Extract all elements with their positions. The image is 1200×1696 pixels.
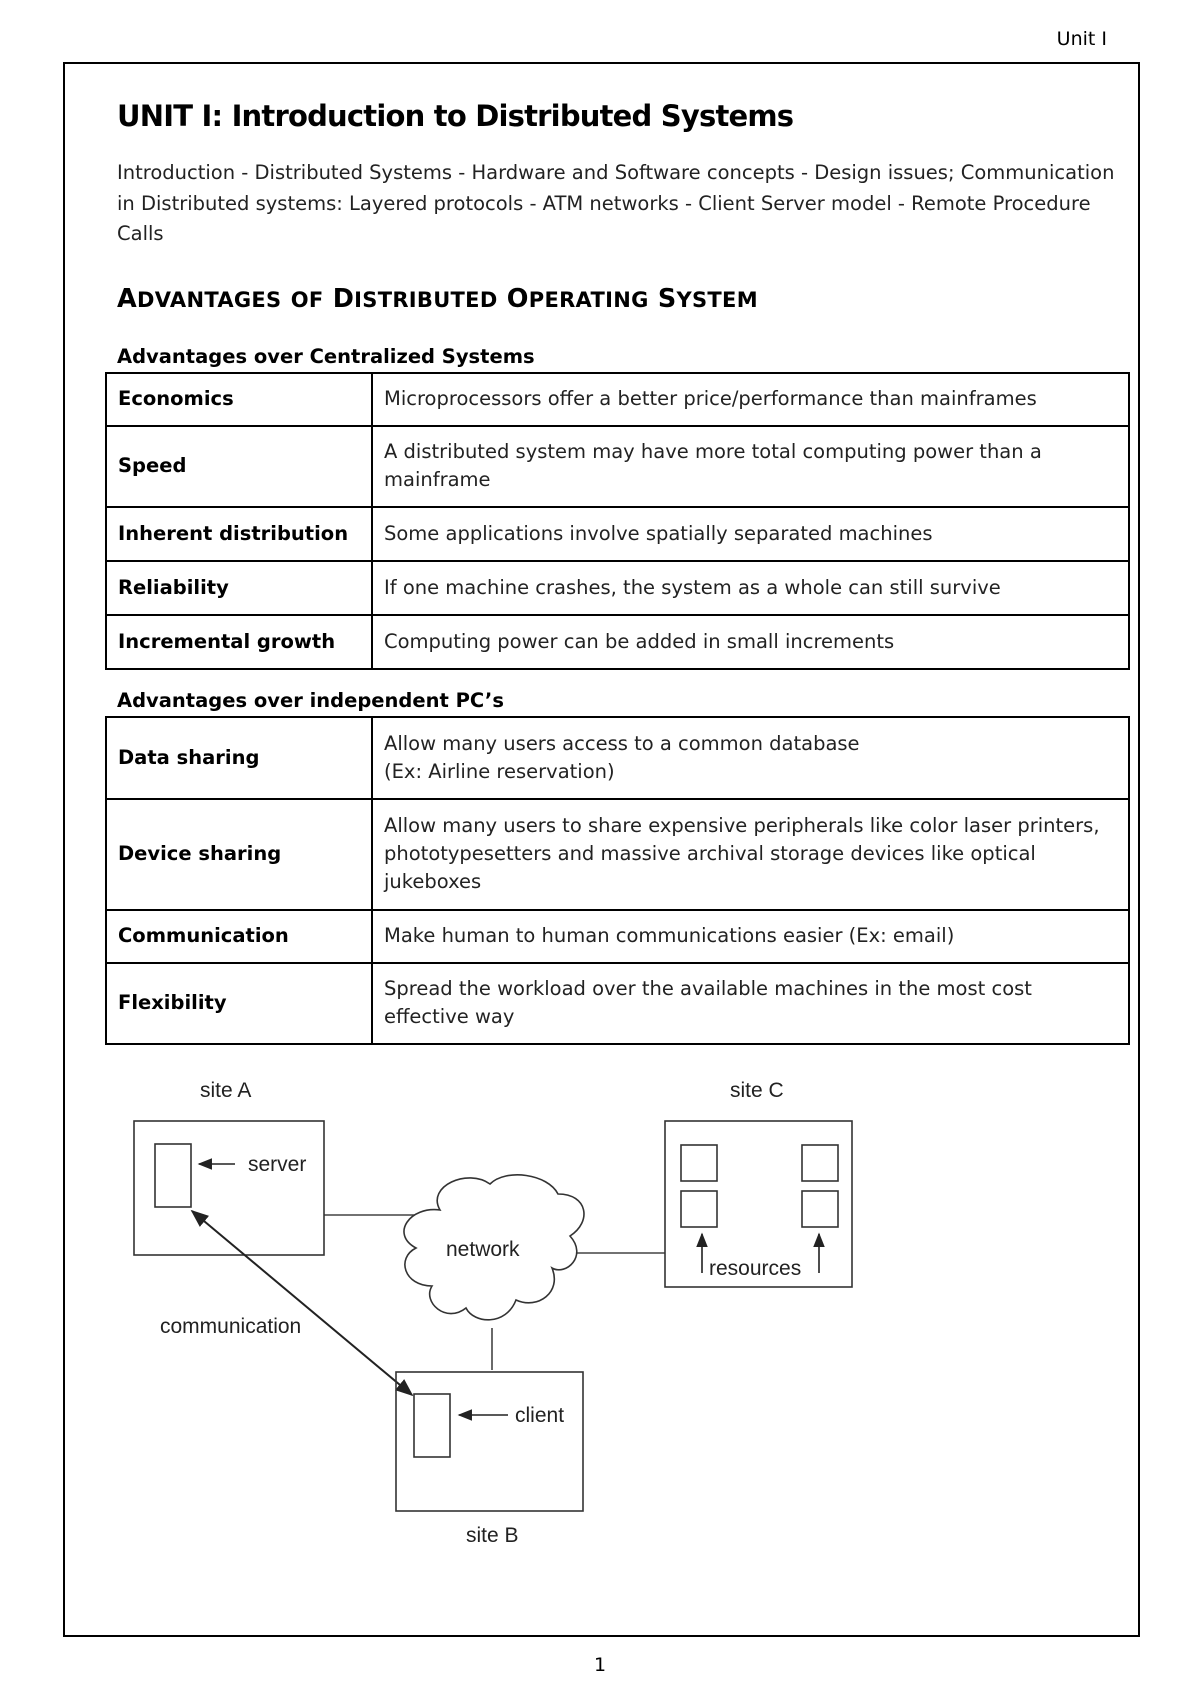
client-process-box (414, 1394, 450, 1457)
diagram-canvas (0, 1070, 1200, 1570)
resource-box (681, 1191, 717, 1227)
heading-initial: S (657, 283, 677, 314)
row-value: Microprocessors offer a better price/performance than mainframes (372, 373, 1129, 426)
network-label: network (446, 1238, 520, 1261)
row-value: If one machine crashes, the system as a whole can still survive (372, 561, 1129, 615)
row-key: Economics (106, 373, 372, 426)
unit-header-label: Unit I (1056, 28, 1107, 50)
heading-word: PERATING (528, 287, 649, 312)
section-heading (117, 282, 1127, 317)
resources-label: resources (709, 1257, 802, 1280)
client-label: client (515, 1404, 565, 1427)
row-value: Some applications involve spatially separated machines (372, 507, 1129, 561)
row-value: Allow many users to share expensive peripherals like color laser printers, phototypesetters and massive archival storage devices like optical jukeboxes (372, 799, 1129, 910)
row-value: Make human to human communications easier (Ex: email) (372, 910, 1129, 963)
row-value (372, 717, 1129, 799)
heading-word: DVANTAGES (137, 287, 282, 312)
row-key: Reliability (106, 561, 372, 615)
row-key: Data sharing (106, 717, 372, 799)
centralized-caption: Advantages over Centralized Systems (117, 344, 535, 368)
independent-caption: Advantages over independent PC’s (117, 688, 504, 712)
communication-arrow (192, 1211, 412, 1395)
heading-initial: A (117, 283, 138, 314)
resource-box (681, 1145, 717, 1181)
table-row (106, 507, 1129, 561)
site-a-label: site A (200, 1079, 252, 1102)
table-row (106, 799, 1129, 910)
server-process-box (155, 1144, 191, 1207)
centralized-advantages-table (105, 372, 1130, 670)
independent-advantages-table (105, 716, 1130, 1045)
table-row (106, 373, 1129, 426)
table-row (106, 561, 1129, 615)
heading-word: OF (290, 287, 324, 312)
row-value-line: Allow many users access to a common database (384, 731, 860, 755)
row-key: Incremental growth (106, 615, 372, 669)
table-row (106, 963, 1129, 1044)
syllabus-text: Introduction - Distributed Systems - Hardware and Software concepts - Design issues; Communication in Distributed systems: Layered protocols - ATM networks - Client Server model - Remote Procedure Calls (117, 161, 1115, 245)
table-row (106, 717, 1129, 799)
table-row (106, 615, 1129, 669)
unit-title: UNIT I: Introduction to Distributed Systems (117, 99, 794, 133)
server-label: server (248, 1153, 307, 1176)
resource-box (802, 1191, 838, 1227)
client-server-diagram (0, 1070, 1200, 1570)
communication-label: communication (160, 1315, 302, 1338)
page-number: 1 (593, 1654, 607, 1676)
table-row (106, 426, 1129, 507)
row-key: Inherent distribution (106, 507, 372, 561)
page-content (117, 96, 1127, 1045)
row-value: Spread the workload over the available machines in the most cost effective way (372, 963, 1129, 1044)
site-b-label: site B (466, 1524, 519, 1547)
site-c-label: site C (730, 1079, 784, 1102)
row-key: Communication (106, 910, 372, 963)
heading-initial: D (332, 283, 355, 314)
row-value: Computing power can be added in small increments (372, 615, 1129, 669)
heading-word: YSTEM (676, 287, 758, 312)
resource-box (802, 1145, 838, 1181)
row-key: Flexibility (106, 963, 372, 1044)
heading-initial: O (506, 283, 529, 314)
table-row (106, 910, 1129, 963)
row-value-line: (Ex: Airline reservation) (384, 759, 615, 783)
row-key: Speed (106, 426, 372, 507)
row-value: A distributed system may have more total computing power than a mainframe (372, 426, 1129, 507)
row-key: Device sharing (106, 799, 372, 910)
heading-word: ISTRIBUTED (354, 287, 498, 312)
